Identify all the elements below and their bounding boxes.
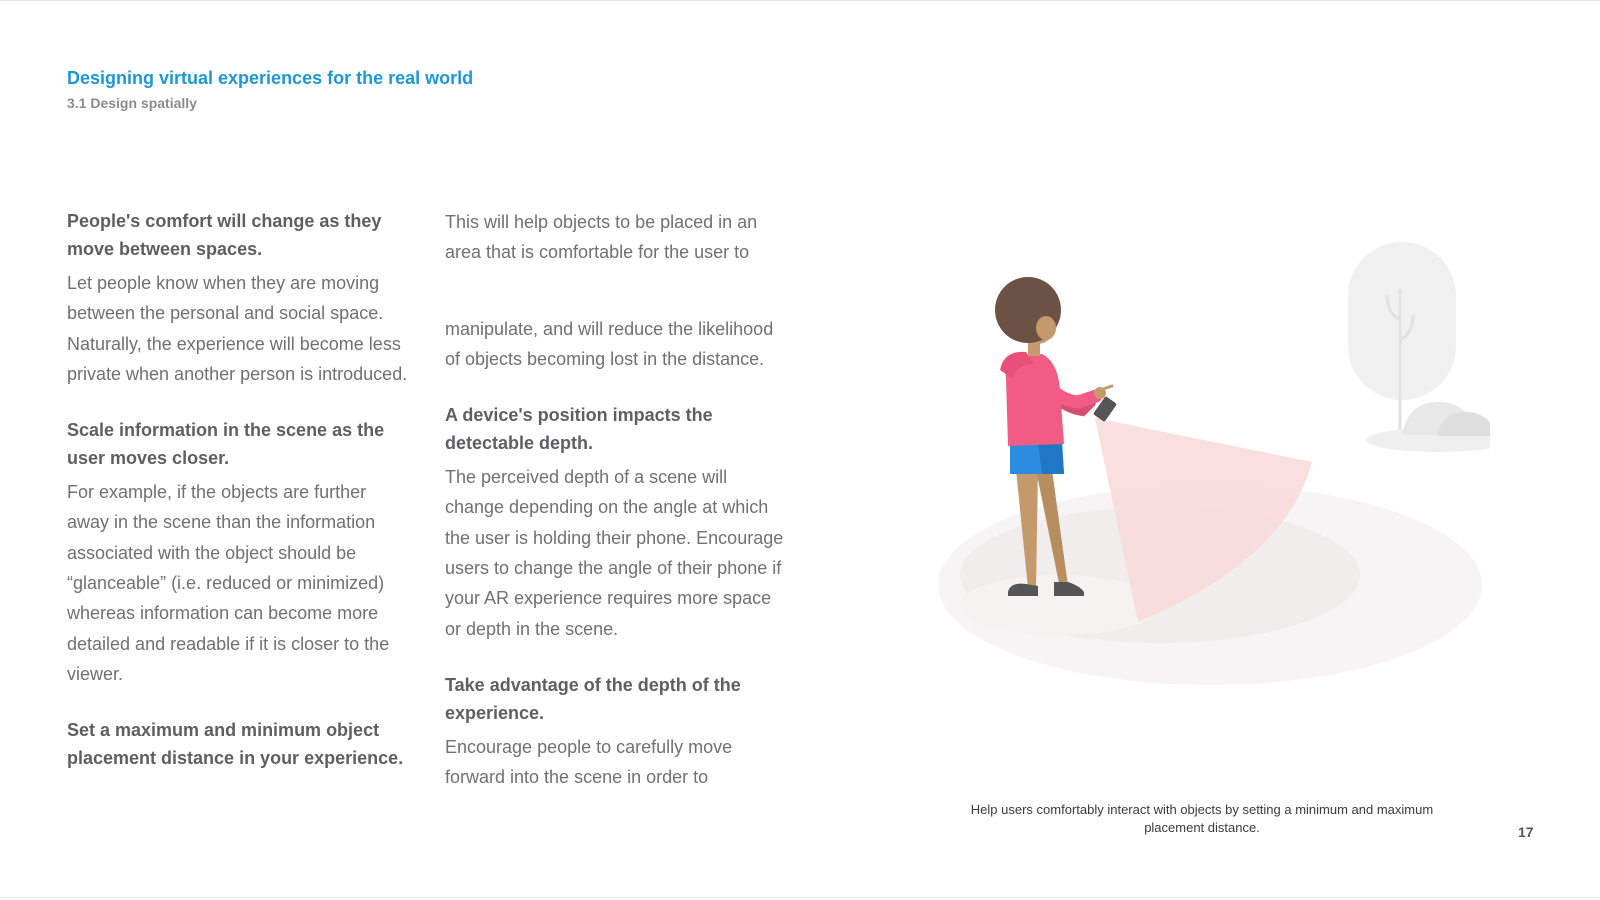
figure-caption: Help users comfortably interact with objects by setting a minimum and maximum placement distance. bbox=[970, 802, 1434, 835]
page-number: 17 bbox=[1518, 824, 1534, 840]
comfort-body: Let people know when they are moving between the personal and social space. Naturally, the experience will become less private when another person is introduced. bbox=[67, 273, 408, 384]
bottom-divider bbox=[0, 897, 1600, 898]
top-divider bbox=[0, 0, 1600, 1]
device-position-heading: A device's position impacts the detectable depth. bbox=[445, 405, 713, 454]
comfort-heading: People's comfort will change as they move between spaces. bbox=[67, 211, 382, 259]
middle-text-column bbox=[445, 207, 790, 793]
ar-placement-illustration bbox=[930, 230, 1490, 700]
depth-body: Encourage people to carefully move forward into the scene in order to bbox=[445, 736, 733, 788]
device-position-body: The perceived depth of a scene will change depending on the angle at which the user is holding their phone. Encourage users to change the angle of their phone if your AR experience requires more space or depth in the scene. bbox=[445, 467, 784, 639]
depth-heading: Take advantage of the depth of the experience. bbox=[445, 674, 741, 723]
tree-icon bbox=[1348, 242, 1490, 452]
placement-body-part2: manipulate, and will reduce the likelihood of objects becoming lost in the distance. bbox=[445, 318, 774, 369]
section-subtitle: 3.1 Design spatially bbox=[67, 95, 197, 111]
left-text-column bbox=[67, 207, 412, 772]
placement-body-part1: This will help objects to be placed in an area that is comfortable for the user to bbox=[445, 212, 758, 263]
page-title: Designing virtual experiences for the real world bbox=[67, 68, 474, 88]
scale-body: For example, if the objects are further away in the scene than the information associated with the object should be “glanceable” (i.e. reduced or minimized) whereas information can become more detailed and readable if it is closer to the viewer. bbox=[67, 482, 390, 684]
placement-distance-heading: Set a maximum and minimum object placement distance in your experience. bbox=[67, 720, 404, 769]
scale-heading: Scale information in the scene as the user moves closer. bbox=[67, 420, 385, 469]
